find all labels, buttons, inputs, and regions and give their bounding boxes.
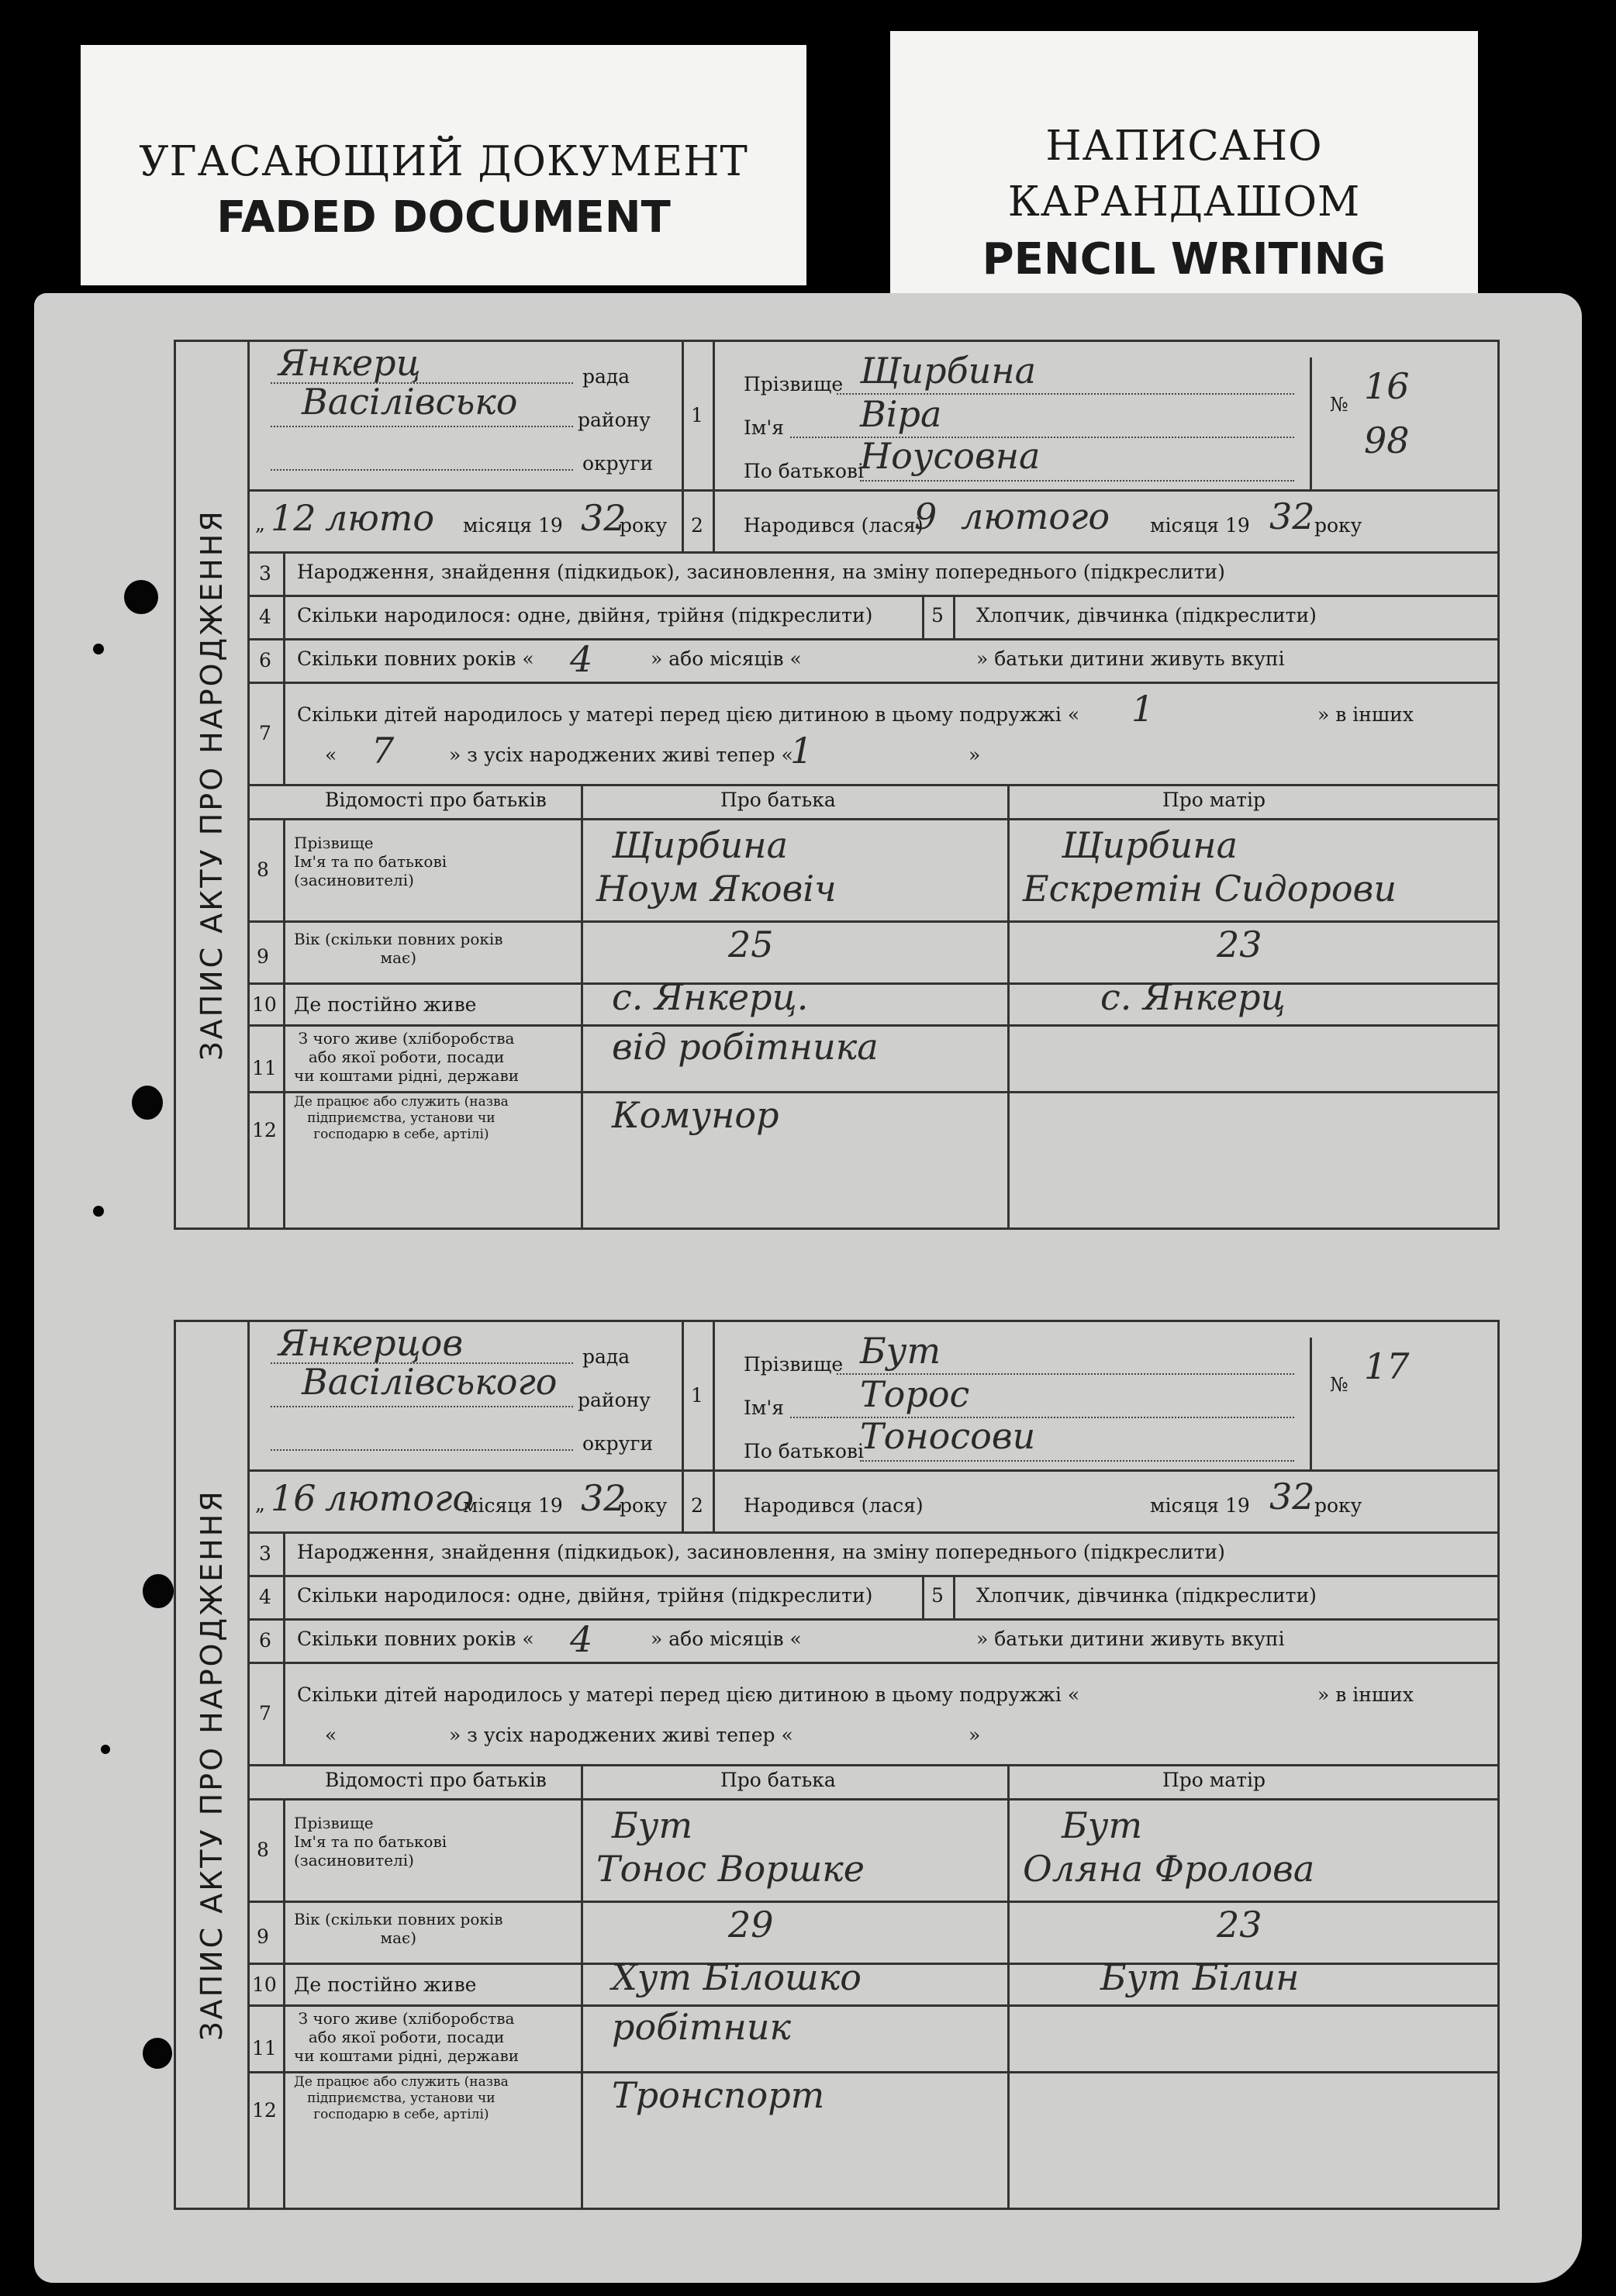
month-19-label: місяця 19 xyxy=(463,514,563,537)
birth-month-19-label: місяця 19 xyxy=(1150,1494,1250,1517)
mother-age: 23 xyxy=(1217,1904,1262,1946)
rada-value: Янкерц xyxy=(278,342,421,384)
child-patronymic: Тоносови xyxy=(860,1415,1036,1457)
patronymic-label: По батькові xyxy=(744,1440,864,1462)
birth-record-2 xyxy=(174,1320,1500,2210)
father-residence: Хут Білошко xyxy=(612,1956,862,1998)
birth-record-1 xyxy=(174,340,1500,1230)
record-number: 16 xyxy=(1364,365,1410,407)
birth-year: 32 xyxy=(1269,495,1315,537)
father-name: Ноум Яковіч xyxy=(596,868,837,910)
father-work: Тронспорт xyxy=(612,2074,825,2116)
surname-label: Прізвище xyxy=(744,373,844,395)
rada-label: рада xyxy=(582,365,630,388)
child-block: 1 2 Прізвище Щирбина Ім'я Віра По батькові Ноусовна № 16 98 Народився (лася) 9 лютого місяця 19 32 року xyxy=(682,342,1497,551)
faded-label-ru: УГАСАЮЩИЙ ДОКУМЕНТ xyxy=(139,138,748,185)
side-title: ЗАПИС АКТУ ПРО НАРОДЖЕННЯ xyxy=(176,342,250,1227)
parents-table: Відомості про батьків Про батька Про матір 8 Прізвище Ім'я та по батькові (засиновителі) Щирбина Ноум Яковіч Щирбина Ескретін Сидорови 9 Вік (скільки повних років має) 25 23 10 Де постійно живе с. Янкерц. с. Янкерц 11 З чого живе (хліборобства або якої роботи, посади чи коштами рідні, держави від робітника 12 Де працює або служить (назва підприємства, установи чи господарю в себе, артілі) Комунор xyxy=(247,784,1497,1227)
mother-surname: Щирбина xyxy=(1062,824,1238,866)
okrugy-label: округи xyxy=(582,1432,654,1455)
row4-text: Скільки народилося: одне, двійня, трійня (підкреслити) xyxy=(297,604,873,627)
children-other: 7 xyxy=(371,730,395,772)
punch-hole xyxy=(143,1574,174,1608)
punch-hole xyxy=(93,644,104,654)
r12-label: Де працює або служить (назва підприємства, установи чи господарю в себе, артілі) xyxy=(294,2074,509,2122)
surname-label: Прізвище xyxy=(744,1353,844,1376)
number-sign: № xyxy=(1330,1373,1348,1396)
rada-value: Янкерцов xyxy=(278,1322,464,1364)
registry-office-block: Янкерц рада Васілівсько району округи „ 12 люто місяця 19 32 року xyxy=(247,342,684,551)
reg-month: люто xyxy=(325,497,435,539)
patronymic-label: По батькові xyxy=(744,460,864,482)
years-together: 4 xyxy=(570,638,593,680)
roku-label: року xyxy=(620,514,668,537)
record-header xyxy=(247,1322,1497,1534)
r9-label: Вік (скільки повних років має) xyxy=(294,1910,503,1947)
row-3: 3 Народження, знайдення (підкидьок), засиновлення, на зміну попереднього (підкреслити) xyxy=(247,1531,1497,1577)
child-block: 1 2 Прізвище Бут Ім'я Торос По батькові Тоносови № 17 Народився (лася) місяця 19 32 року xyxy=(682,1322,1497,1531)
col-father-header: Про батька xyxy=(720,789,836,811)
children-before: 1 xyxy=(1131,688,1155,730)
row4-text: Скільки народилося: одне, двійня, трійня (підкреслити) xyxy=(297,1584,873,1607)
row-3: 3 Народження, знайдення (підкидьок), засиновлення, на зміну попереднього (підкреслити) xyxy=(247,551,1497,597)
punch-hole xyxy=(93,1206,104,1217)
father-residence: с. Янкерц. xyxy=(612,976,809,1018)
father-age: 25 xyxy=(728,924,774,965)
col-mother-header: Про матір xyxy=(1162,789,1266,811)
pencil-label-ru-line2: КАРАНДАШОМ xyxy=(1007,178,1361,226)
mother-name: Оляна Фролова xyxy=(1023,1848,1315,1890)
raionu-label: району xyxy=(578,1389,651,1411)
birth-roku-label: року xyxy=(1314,514,1362,537)
r11-label: З чого живе (хліборобства або якої роботи, посади чи коштами рідні, держави xyxy=(294,1029,520,1085)
name-label: Ім'я xyxy=(744,416,784,439)
row3-text: Народження, знайдення (підкидьок), засиновлення, на зміну попереднього (підкреслити) xyxy=(297,561,1225,583)
punch-hole xyxy=(124,580,158,614)
father-surname: Щирбина xyxy=(612,824,788,866)
reg-month: лютого xyxy=(325,1477,475,1519)
r9-label: Вік (скільки повних років має) xyxy=(294,930,503,967)
birth-day: 9 xyxy=(914,495,937,537)
reg-day: 12 xyxy=(271,497,316,539)
mother-residence: с. Янкерц xyxy=(1100,976,1286,1018)
record-number-alt: 98 xyxy=(1364,419,1410,461)
r10-label: Де постійно живе xyxy=(294,993,477,1016)
row-7: 7 Скільки дітей народилось у матері перед цією дитиною в цьому подружжі « » в інших « » з усіх народжених живі тепер « » xyxy=(247,1662,1497,1766)
pencil-writing-label xyxy=(890,31,1478,299)
father-occupation: від робітника xyxy=(612,1026,879,1068)
pencil-label-en: PENCIL WRITING xyxy=(982,234,1386,285)
child-surname: Щирбина xyxy=(860,350,1036,392)
col-mother-header: Про матір xyxy=(1162,1769,1266,1791)
born-label: Народився (лася) xyxy=(744,1494,924,1517)
col-info-header: Відомості про батьків xyxy=(325,789,547,811)
r10-label: Де постійно живе xyxy=(294,1973,477,1996)
row-6: 6 Скільки повних років « 4 » або місяців « » батьки дитини живуть вкупі xyxy=(247,1618,1497,1664)
row3-text: Народження, знайдення (підкидьок), засиновлення, на зміну попереднього (підкреслити) xyxy=(297,1541,1225,1563)
years-together: 4 xyxy=(570,1618,593,1660)
father-age: 29 xyxy=(728,1904,774,1946)
row5-text: Хлопчик, дівчинка (підкреслити) xyxy=(976,1584,1317,1607)
father-work: Комунор xyxy=(612,1094,779,1136)
born-label: Народився (лася) xyxy=(744,514,924,537)
faded-document-label xyxy=(81,45,806,285)
birth-year: 32 xyxy=(1269,1476,1315,1517)
pencil-label-ru-line1: НАПИСАНО xyxy=(1045,123,1323,170)
child-patronymic: Ноусовна xyxy=(860,435,1041,477)
r8-label: Прізвище Ім'я та по батькові (засиновителі) xyxy=(294,1814,447,1870)
father-occupation: робітник xyxy=(612,2006,791,2048)
birth-roku-label: року xyxy=(1314,1494,1362,1517)
father-name: Тонос Воршке xyxy=(596,1848,865,1890)
row-4-5: 4 Скільки народилося: одне, двійня, трійня (підкреслити) 5 Хлопчик, дівчинка (підкреслити) xyxy=(247,1575,1497,1621)
number-sign: № xyxy=(1330,393,1348,416)
row-6: 6 Скільки повних років « 4 » або місяців « » батьки дитини живуть вкупі xyxy=(247,638,1497,684)
raionu-value: Васілівсько xyxy=(302,381,518,423)
punch-hole xyxy=(132,1086,163,1120)
father-surname: Бут xyxy=(612,1804,693,1846)
raionu-value: Васілівського xyxy=(302,1361,558,1403)
raionu-label: району xyxy=(578,409,651,431)
r11-label: З чого живе (хліборобства або якої роботи, посади чи коштами рідні, держави xyxy=(294,2009,520,2065)
child-surname: Бут xyxy=(860,1330,941,1372)
mother-residence: Бут Білин xyxy=(1100,1956,1300,1998)
row-4-5: 4 Скільки народилося: одне, двійня, трійня (підкреслити) 5 Хлопчик, дівчинка (підкреслити) xyxy=(247,595,1497,640)
row-7: 7 Скільки дітей народилось у матері перед цією дитиною в цьому подружжі « 1 » в інших « 7 » з усіх народжених живі тепер « 1 » xyxy=(247,682,1497,786)
okrugy-label: округи xyxy=(582,452,654,475)
mother-age: 23 xyxy=(1217,924,1262,965)
mother-name: Ескретін Сидорови xyxy=(1023,868,1397,910)
punch-hole xyxy=(101,1745,110,1754)
record-number: 17 xyxy=(1364,1345,1410,1387)
col-father-header: Про батька xyxy=(720,1769,836,1791)
col-info-header: Відомості про батьків xyxy=(325,1769,547,1791)
record-header xyxy=(247,342,1497,554)
alive-now: 1 xyxy=(790,730,813,772)
reg-year: 32 xyxy=(581,1477,627,1519)
month-19-label: місяця 19 xyxy=(463,1494,563,1517)
reg-year: 32 xyxy=(581,497,627,539)
child-name: Віра xyxy=(860,393,942,435)
reg-day: 16 xyxy=(271,1477,316,1519)
parents-table: Відомості про батьків Про батька Про матір 8 Прізвище Ім'я та по батькові (засиновителі) Бут Тонос Воршке Бут Оляна Фролова 9 Вік (скільки повних років має) 29 23 10 Де постійно живе Хут Білошко Бут Білин 11 З чого живе (хліборобства або якої роботи, посади чи коштами рідні, держави робітник 12 Де працює або служить (назва підприємства, установи чи господарю в себе, артілі) Тронспорт xyxy=(247,1764,1497,2208)
rada-label: рада xyxy=(582,1345,630,1368)
birth-month: лютого xyxy=(961,495,1110,537)
r12-label: Де працює або служить (назва підприємства, установи чи господарю в себе, артілі) xyxy=(294,1094,509,1142)
name-label: Ім'я xyxy=(744,1397,784,1419)
roku-label: року xyxy=(620,1494,668,1517)
side-title: ЗАПИС АКТУ ПРО НАРОДЖЕННЯ xyxy=(176,1322,250,2208)
child-name: Торос xyxy=(860,1373,970,1415)
mother-surname: Бут xyxy=(1062,1804,1143,1846)
faded-label-en: FADED DOCUMENT xyxy=(216,192,671,243)
birth-month-19-label: місяця 19 xyxy=(1150,514,1250,537)
registry-office-block: Янкерцов рада Васілівського району округи „ 16 лютого місяця 19 32 року xyxy=(247,1322,684,1531)
punch-hole xyxy=(143,2038,172,2069)
r8-label: Прізвище Ім'я та по батькові (засиновителі) xyxy=(294,834,447,889)
row5-text: Хлопчик, дівчинка (підкреслити) xyxy=(976,604,1317,627)
